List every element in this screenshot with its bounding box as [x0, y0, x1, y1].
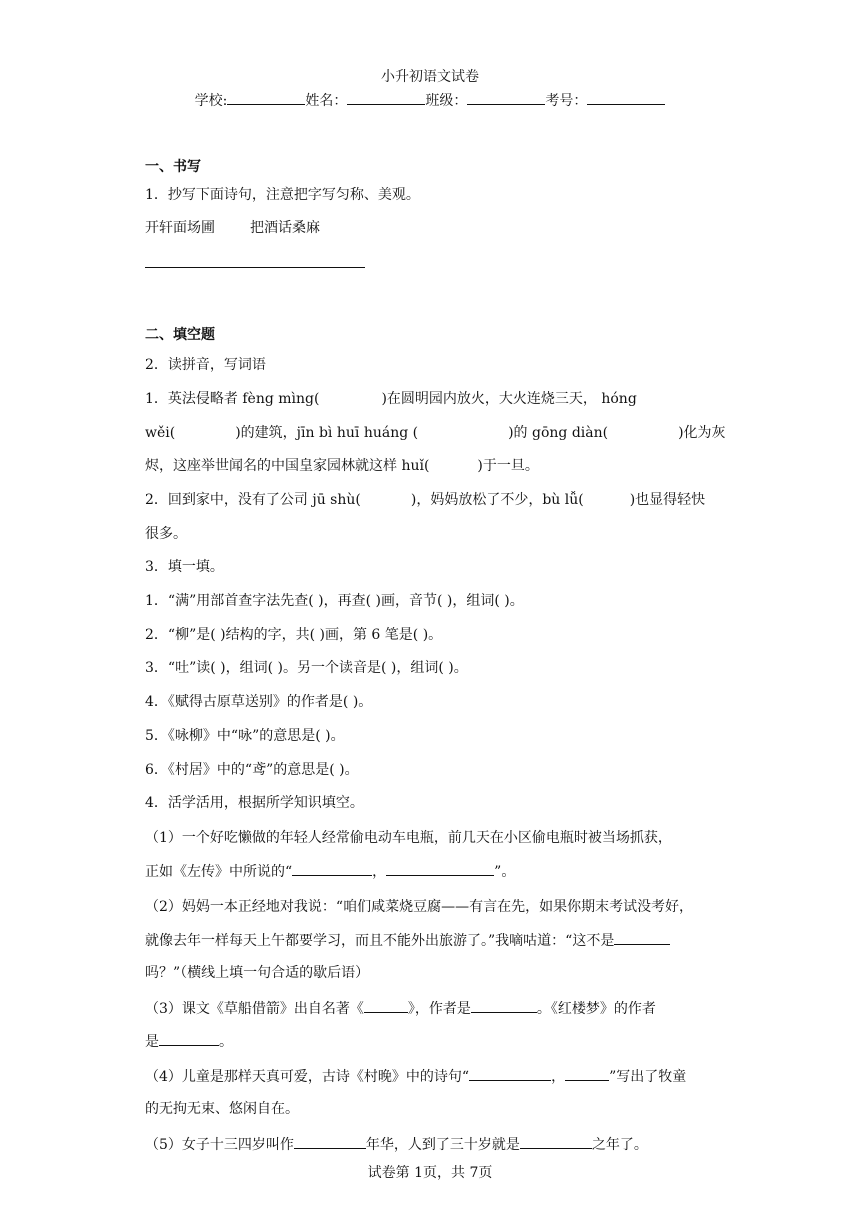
text-span: ”写出了牧童 [609, 1069, 687, 1085]
question-2-1-line3 [145, 456, 539, 476]
text-span: 。 [219, 1034, 233, 1050]
text-span: ， [372, 864, 387, 880]
question-2-2-line2: 很多。 [145, 526, 187, 542]
question-4-2-line1: （2）妈妈一本正经地对我说：“咱们咸菜烧豆腐——有言在先，如果你期末考试没考好， [145, 899, 694, 915]
text-span: 2．回到家中，没有了公司 jū shù( [145, 492, 361, 508]
answer-blank[interactable] [565, 1066, 609, 1081]
question-4-1-line2 [145, 861, 515, 882]
text-span: 是 [145, 1034, 159, 1050]
exam-number-label: 考号： [545, 93, 588, 109]
answer-blank[interactable] [386, 861, 494, 876]
text-span: 之年了。 [591, 1137, 648, 1153]
text-span: 》，作者是 [407, 1001, 471, 1017]
text-span: )于一旦。 [477, 458, 539, 474]
text-span: （3）课文《草船借箭》出自名著《 [145, 1001, 364, 1017]
poem-part-b: 把酒话桑麻 [250, 220, 320, 236]
question-4-3-line1 [145, 998, 656, 1019]
text-span: )的 gōng diàn( [508, 425, 609, 441]
copy-writing-line[interactable] [145, 267, 365, 268]
question-4-2-line3: 吗？”（横线上填一句合适的歇后语） [145, 965, 370, 981]
question-4-4-line2: 的无拘无束、悠闲自在。 [145, 1101, 299, 1117]
text-span: )化为灰 [678, 425, 726, 441]
exam-title: 小升初语文试卷 [381, 69, 479, 85]
question-4-4-line1 [145, 1066, 686, 1087]
exam-number-blank[interactable] [587, 90, 665, 105]
name-label: 姓名： [305, 93, 348, 109]
class-label: 班级： [425, 93, 468, 109]
question-4-1-line1: （1）一个好吃懒做的年轻人经常偷电动车电瓶，前几天在小区偷电瓶时被当场抓获， [145, 830, 672, 846]
section-heading-fill: 二、填空题 [145, 327, 215, 343]
question-4-title: 4．活学活用，根据所学知识填空。 [145, 795, 364, 811]
question-3-3: 3．“吐”读( )，组词( )。另一个读音是( )，组词( )。 [145, 660, 468, 676]
student-info-line [0, 90, 860, 110]
question-3-title: 3．填一填。 [145, 559, 224, 575]
answer-blank[interactable] [159, 1031, 219, 1046]
answer-blank[interactable] [469, 1066, 551, 1081]
text-span: )也显得轻快 [629, 492, 706, 508]
class-blank[interactable] [467, 90, 545, 105]
text-span: ， [551, 1069, 566, 1085]
question-3-4: 4．《赋得古原草送别》的作者是( )。 [145, 694, 373, 710]
text-span: 就像去年一样每天上午都要学习，而且不能外出旅游了。”我嘀咕道：“这不是 [145, 933, 615, 949]
answer-blank[interactable] [292, 861, 372, 876]
answer-blank[interactable] [471, 998, 537, 1013]
text-span: )的建筑，jīn bì huī huáng ( [235, 425, 419, 441]
question-4-5-line1 [145, 1134, 648, 1155]
text-span: （4）儿童是那样天真可爱，古诗《村晚》中的诗句“ [145, 1069, 470, 1085]
question-3-5: 5．《咏柳》中“咏”的意思是( )。 [145, 728, 345, 744]
question-4-3-line2 [145, 1031, 233, 1052]
section-heading-writing: 一、书写 [145, 159, 201, 175]
text-span: wěi( [145, 425, 176, 441]
question-3-1: 1．“满”用部首查字法先查( )，再查( )画，音节( )，组词( )。 [145, 593, 524, 609]
question-3-6: 6．《村居》中的“鸢”的意思是( )。 [145, 762, 359, 778]
answer-blank[interactable] [614, 930, 670, 945]
text-span: 年华，人到了三十岁就是 [365, 1137, 520, 1153]
question-2-2-line1 [145, 490, 705, 510]
question-2-1-line2 [145, 423, 726, 443]
text-span: )，妈妈放松了不少，bù lǚ( [410, 492, 584, 508]
text-span: 烬，这座举世闻名的中国皇家园林就这样 huǐ( [145, 458, 430, 474]
question-2-1-line1 [145, 389, 637, 409]
text-span: 正如《左传》中所说的“ [145, 864, 293, 880]
text-span: （5）女子十三四岁叫作 [145, 1137, 294, 1153]
text-span: ”。 [494, 864, 516, 880]
question-4-2-line2 [145, 930, 670, 951]
school-label: 学校: [194, 93, 228, 109]
poem-line [145, 218, 320, 238]
poem-part-a: 开轩面场圃 [145, 220, 215, 236]
text-span: 1．英法侵略者 fèng mìng( [145, 391, 320, 407]
answer-blank[interactable] [364, 998, 408, 1013]
answer-blank[interactable] [294, 1134, 366, 1149]
answer-blank[interactable] [520, 1134, 592, 1149]
question-1: 1．抄写下面诗句，注意把字写匀称、美观。 [145, 187, 420, 203]
question-2-title: 2．读拼音，写词语 [145, 357, 266, 373]
page-footer: 试卷第 1页，共 7页 [367, 1165, 493, 1181]
question-3-2: 2．“柳”是( )结构的字，共( )画，第 6 笔是( )。 [145, 627, 443, 643]
name-blank[interactable] [347, 90, 425, 105]
text-span: 。《红楼梦》的作者 [536, 1001, 656, 1017]
school-blank[interactable] [227, 90, 305, 105]
text-span: )在圆明园内放火，大火连烧三天， hóng [381, 391, 637, 407]
